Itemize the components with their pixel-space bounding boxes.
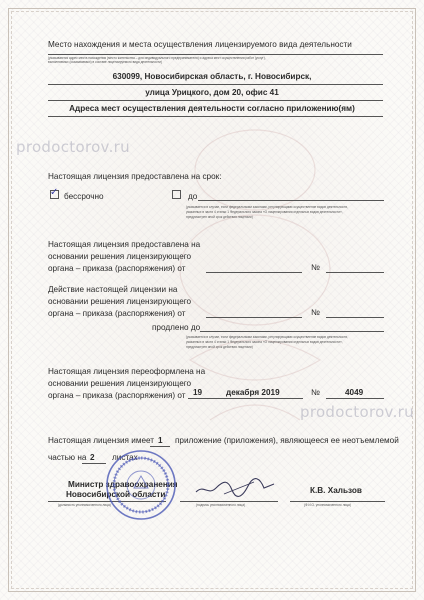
- granted-line-2: основании решения лицензирующего: [48, 252, 192, 261]
- reissued-day: 19: [193, 388, 203, 397]
- annex-count-line: [150, 446, 170, 447]
- indefinite-label: бессрочно: [64, 192, 104, 201]
- extended-line-3: органа – приказа (распоряжения) от: [48, 309, 186, 318]
- prolonged-note-3: предусмотрен иной срок действия лицензии): [186, 345, 253, 349]
- reissued-line-1: Настоящая лицензия переоформлена на: [48, 367, 206, 376]
- address-line-1: 630099, Новосибирская область, г. Новосибирск,: [112, 72, 312, 81]
- reissued-month-year: декабря 2019: [226, 388, 280, 397]
- extended-line-1: Действие настоящей лицензии на: [48, 285, 178, 294]
- granted-line-3: органа – приказа (распоряжения) от: [48, 264, 186, 273]
- until-label: до: [188, 192, 198, 201]
- annex-prefix: Настоящая лицензия имеет: [48, 436, 155, 445]
- reissued-date-line: [188, 398, 303, 399]
- annex-count: 1: [158, 436, 163, 445]
- granted-number-line: [326, 272, 384, 273]
- signer-name: К.В. Хальзов: [310, 486, 362, 495]
- address-line-1-underline: [48, 84, 383, 85]
- reissued-line-3: органа – приказа (распоряжения) от: [48, 391, 186, 400]
- address-line-3-underline: [48, 116, 383, 117]
- check-icon: ✓: [50, 187, 59, 198]
- prolonged-note-1: (указывается в случае, если федеральными законами, регулирующими осуществление видов деятельности,: [186, 335, 349, 339]
- until-note-1: (указывается в случае, если федеральными законами, регулирующими осуществление видов деятельности,: [186, 205, 349, 209]
- prolonged-note-2: указанных в части 4 статьи 1 Федерального закона «О лицензировании отдельных видов деятельности»,: [186, 340, 343, 344]
- pages-count: 2: [90, 453, 95, 462]
- granted-date-line: [206, 272, 302, 273]
- granted-number-sign: №: [311, 263, 320, 272]
- pages-prefix: частью на: [48, 453, 87, 462]
- reissued-number-line: [326, 398, 384, 399]
- extended-number-line: [326, 317, 384, 318]
- watermark-text: prodoctorov.ru: [300, 403, 414, 421]
- watermark-text: prodoctorov.ru: [16, 138, 130, 156]
- signer-name-underline: [290, 501, 385, 502]
- address-line-2: улица Урицкого, дом 20, офис 41: [145, 88, 279, 97]
- term-label: Настоящая лицензия предоставлена на срок:: [48, 172, 222, 181]
- prolonged-date-line: [200, 331, 384, 332]
- signature-underline: [180, 501, 278, 502]
- pages-count-line: [82, 463, 106, 464]
- signer-title-line-2: Новосибирской области: [66, 490, 166, 499]
- until-date-line: [198, 200, 384, 201]
- signer-name-note: (Ф.И.О. уполномоченного лица): [304, 503, 351, 507]
- reissued-number: 4049: [345, 388, 364, 397]
- address-label: Место нахождения и места осуществления лицензируемого вида деятельности: [48, 40, 352, 49]
- extended-line-2: основании решения лицензирующего: [48, 297, 192, 306]
- signer-title-line-1: Министр здравоохранения: [68, 480, 178, 489]
- signer-title-note: (должность уполномоченного лица): [58, 503, 111, 507]
- signature-image: [194, 474, 278, 502]
- until-checkbox: [172, 190, 181, 199]
- address-line-2-underline: [48, 100, 383, 101]
- until-note-2: указанных в части 4 статьи 1 Федерального закона «О лицензировании отдельных видов деятельности»,: [186, 210, 343, 214]
- prolonged-label: продлено до: [152, 323, 201, 332]
- extended-date-line: [206, 317, 302, 318]
- signature-note: (подпись уполномоченного лица): [196, 503, 246, 507]
- address-label-underline: [48, 54, 383, 55]
- address-line-3: Адреса мест осуществления деятельности согласно приложению(ям): [69, 104, 355, 113]
- until-note-3: предусмотрен иной срок действия лицензии): [186, 215, 253, 219]
- annex-suffix: приложение (приложения), являющееся ее неотъемлемой: [175, 436, 399, 445]
- reissued-number-sign: №: [311, 388, 320, 397]
- address-note-2: выполняемых (оказываемых) в составе лицензируемого вида деятельности): [48, 60, 162, 64]
- background-emblem: [170, 100, 340, 480]
- address-note-1: (указываются адрес места нахождения (место жительства – для индивидуального предпринимателя) и адреса мест осуществления работ (услуг),: [48, 56, 266, 60]
- official-stamp: [104, 448, 178, 522]
- granted-line-1: Настоящая лицензия предоставлена на: [48, 240, 201, 249]
- extended-number-sign: №: [311, 308, 320, 317]
- pages-suffix: листах: [112, 453, 138, 462]
- reissued-line-2: основании решения лицензирующего: [48, 379, 192, 388]
